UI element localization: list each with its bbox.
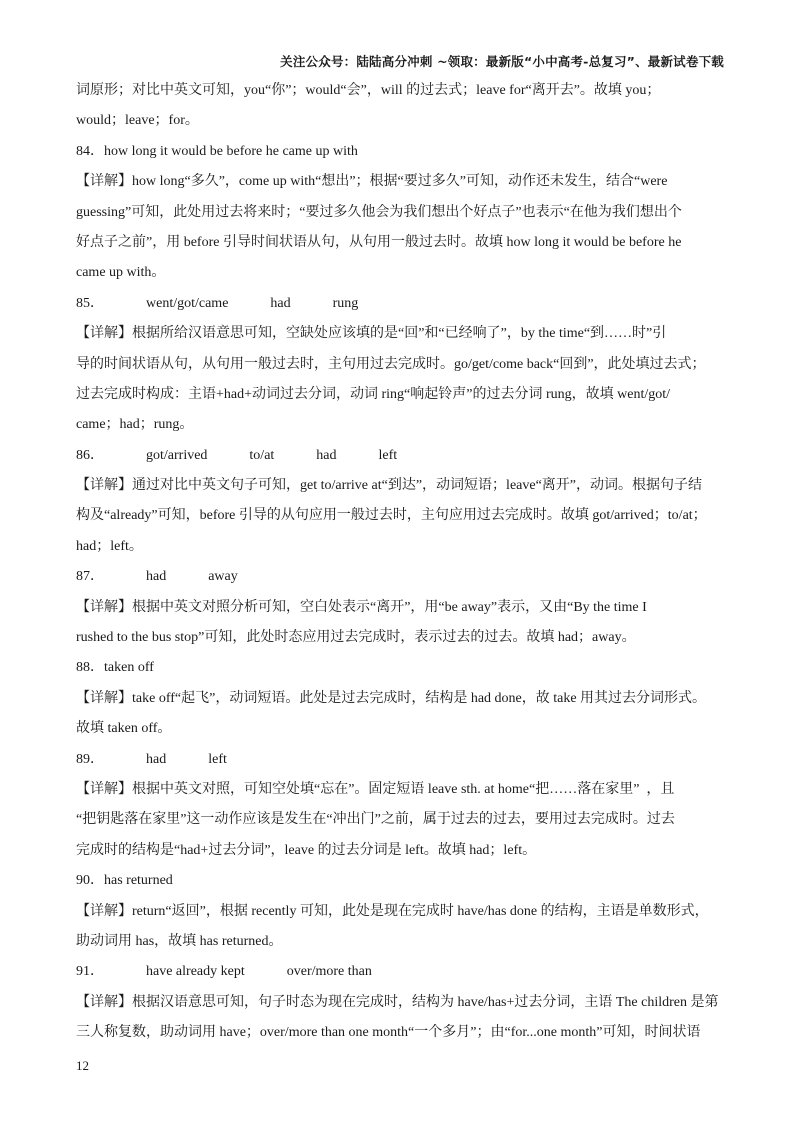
- text-line: 【详解】通过对比中英文句子可知，get to/arrive at“到达”，动词短语；leave“离开”，动词。根据句子结: [76, 478, 703, 494]
- text-line: 【详解】take off“起飞”，动词短语。此处是过去完成时，结构是 had done，故 take 用其过去分词形式。: [76, 690, 707, 706]
- text-line: guessing”可知，此处用过去将来时；“要过多久他会为我们想出个好点子”也表示“在他为我们想出个: [76, 204, 682, 220]
- text-line: 导的时间状语从句，从句用一般过去时，主句用过去完成时。go/get/come back“回到”，此处填过去式；: [76, 356, 706, 372]
- text-line: 助动词用 has，故填 has returned。: [76, 933, 283, 949]
- text-line: 过去完成时构成：主语+had+动词过去分词，动词 ring“响起铃声”的过去分词 rung，故填 went/got/: [76, 386, 671, 402]
- text-line: rushed to the bus stop”可知，此处时态应用过去完成时，表示过去的过去。故填 had；away。: [76, 630, 636, 646]
- question-90-answer: 90．has returned: [76, 873, 173, 889]
- text-line: 完成时的结构是“had+过去分词”，leave 的过去分词是 left。故填 had；left。: [76, 842, 537, 858]
- text-line: 三人称复数，助动词用 have；over/more than one month“一个多月”；由“for...one month”可知，时间状语: [76, 1025, 701, 1041]
- text-line: “把钥匙落在家里”这一动作应该是发生在“冲出门”之前，属于过去的过去，要用过去完成时。过去: [76, 812, 675, 828]
- text-line: 故填 taken off。: [76, 721, 172, 737]
- question-91-answer: 91． have already kept over/more than: [76, 964, 372, 980]
- answer-explanations: [76, 76, 724, 1049]
- page-number: 12: [76, 1058, 89, 1073]
- text-line: 好点子之前”，用 before 引导时间状语从句，从句用一般过去时。故填 how long it would be before he: [76, 234, 682, 250]
- text-line: 【详解】how long“多久”，come up with“想出”；根据“要过多久”可知，动作还未发生，结合“were: [76, 174, 668, 190]
- text-line: 【详解】根据中英文对照，可知空处填“忘在”。固定短语 leave sth. at home“把……落在家里” ，且: [76, 781, 675, 797]
- text-line: had；left。: [76, 538, 143, 554]
- text-line: 【详解】根据所给汉语意思可知，空缺处应该填的是“回”和“已经响了”，by the time“到……时”引: [76, 326, 667, 342]
- text-line: 【详解】根据中英文对照分析可知，空白处表示“离开”，用“be away”表示，又由“By the time I: [76, 599, 647, 615]
- question-86-answer: 86． got/arrived to/at had left: [76, 447, 398, 463]
- text-line: 【详解】return“返回”，根据 recently 可知，此处是现在完成时 have/has done 的结构，主语是单数形式，: [76, 903, 709, 919]
- text-line: came；had；rung。: [76, 417, 194, 433]
- question-87-answer: 87． had away: [76, 569, 238, 585]
- text-line: 词原形；对比中英文可知，you“你”；would“会”，will 的过去式；leave for“离开去”。故填 you；: [76, 83, 661, 98]
- question-88-answer: 88．taken off: [76, 660, 154, 676]
- text-line: 【详解】根据汉语意思可知，句子时态为现在完成时，结构为 have/has+过去分词，主语 The children 是第: [76, 994, 719, 1010]
- text-line: 构及“already”可知，before 引导的从句应用一般过去时，主句应用过去完成时。故填 got/arrived；to/at；: [76, 508, 707, 524]
- page-header: 关注公众号：陆陆高分冲刺 ~领取：最新版“小中高考-总复习”、最新试卷下载: [280, 54, 724, 69]
- question-84-answer: 84．how long it would be before he came up with: [76, 143, 358, 159]
- question-85-answer: 85． went/got/came had rung: [76, 295, 359, 311]
- question-89-answer: 89． had left: [76, 751, 227, 767]
- text-line: came up with。: [76, 265, 166, 281]
- text-line: would；leave；for。: [76, 113, 199, 129]
